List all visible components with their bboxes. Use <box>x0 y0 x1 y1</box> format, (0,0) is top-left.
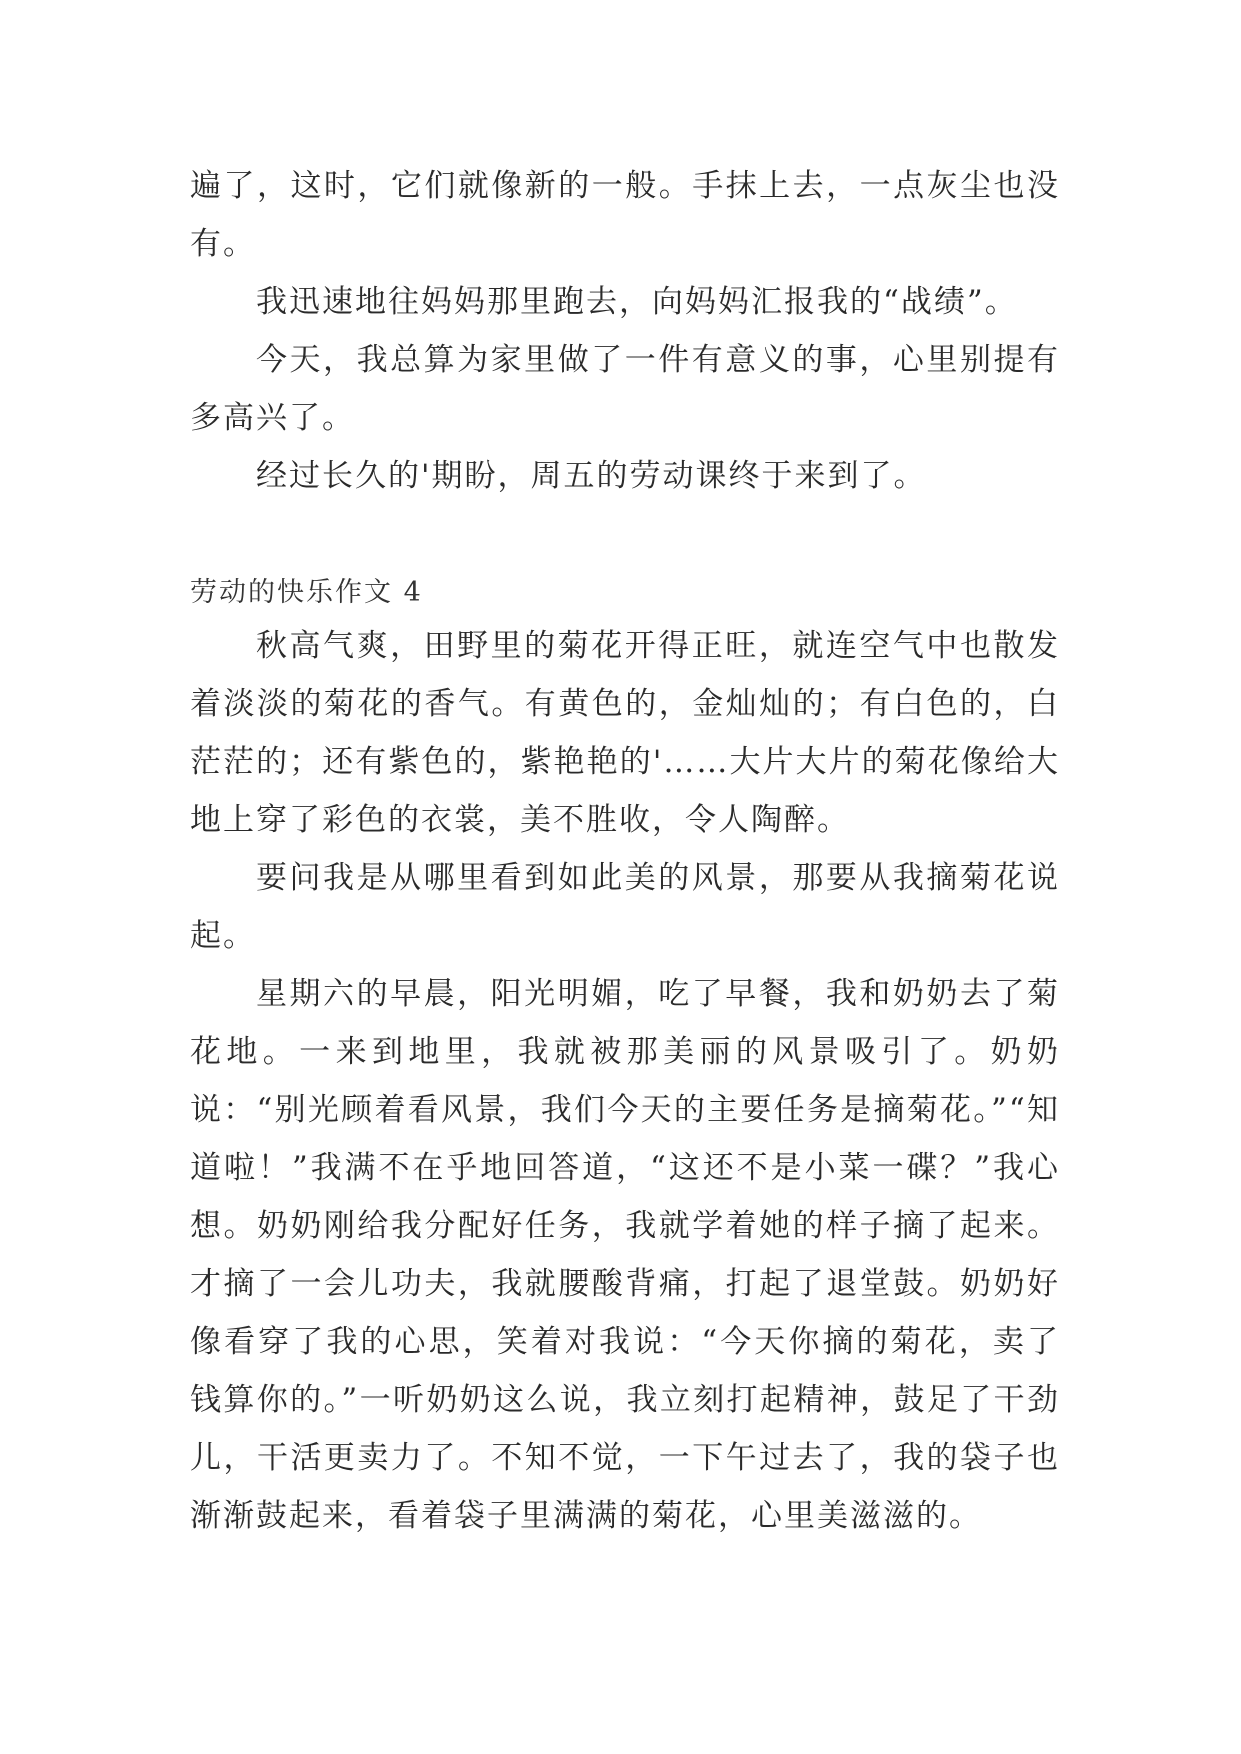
paragraph-cleaning-result: 遍了，这时，它们就像新的一般。手抹上去，一点灰尘也没有。 <box>190 168 1060 262</box>
essay-continuation <box>190 157 1060 505</box>
paragraph-autumn-chrysanthemums: 秋高气爽，田野里的菊花开得正旺，就连空气中也散发着淡淡的菊花的香气。有黄色的，金灿灿的；有白色的，白茫茫的；还有紫色的，紫艳艳的'……大片大片的菊花像给大地上穿了彩色的衣裳，美不胜收，令人陶醉。 <box>190 628 1060 838</box>
paragraph-labor-class: 经过长久的'期盼，周五的劳动课终于来到了。 <box>256 458 927 494</box>
section-heading-block <box>190 568 1060 618</box>
section-heading: 劳动的快乐作文 4 <box>190 577 423 608</box>
paragraph-report-to-mother: 我迅速地往妈妈那里跑去，向妈妈汇报我的“战绩”。 <box>256 284 1018 320</box>
paragraph-where-seen: 要问我是从哪里看到如此美的风景，那要从我摘菊花说起。 <box>190 860 1060 954</box>
paragraph-happy-today: 今天，我总算为家里做了一件有意义的事，心里别提有多高兴了。 <box>190 342 1060 436</box>
essay-4-body <box>190 617 1060 1545</box>
paragraph-saturday-picking: 星期六的早晨，阳光明媚，吃了早餐，我和奶奶去了菊花地。一来到地里，我就被那美丽的风景吸引了。奶奶说：“别光顾着看风景，我们今天的主要任务是摘菊花。”“知道啦！”我满不在乎地回答道，“这还不是小菜一碟？”我心想。奶奶刚给我分配好任务，我就学着她的样子摘了起来。才摘了一会儿功夫，我就腰酸背痛，打起了退堂鼓。奶奶好像看穿了我的心思，笑着对我说：“今天你摘的菊花，卖了钱算你的。”一听奶奶这么说，我立刻打起精神，鼓足了干劲儿，干活更卖力了。不知不觉，一下午过去了，我的袋子也渐渐鼓起来，看着袋子里满满的菊花，心里美滋滋的。 <box>190 976 1060 1534</box>
